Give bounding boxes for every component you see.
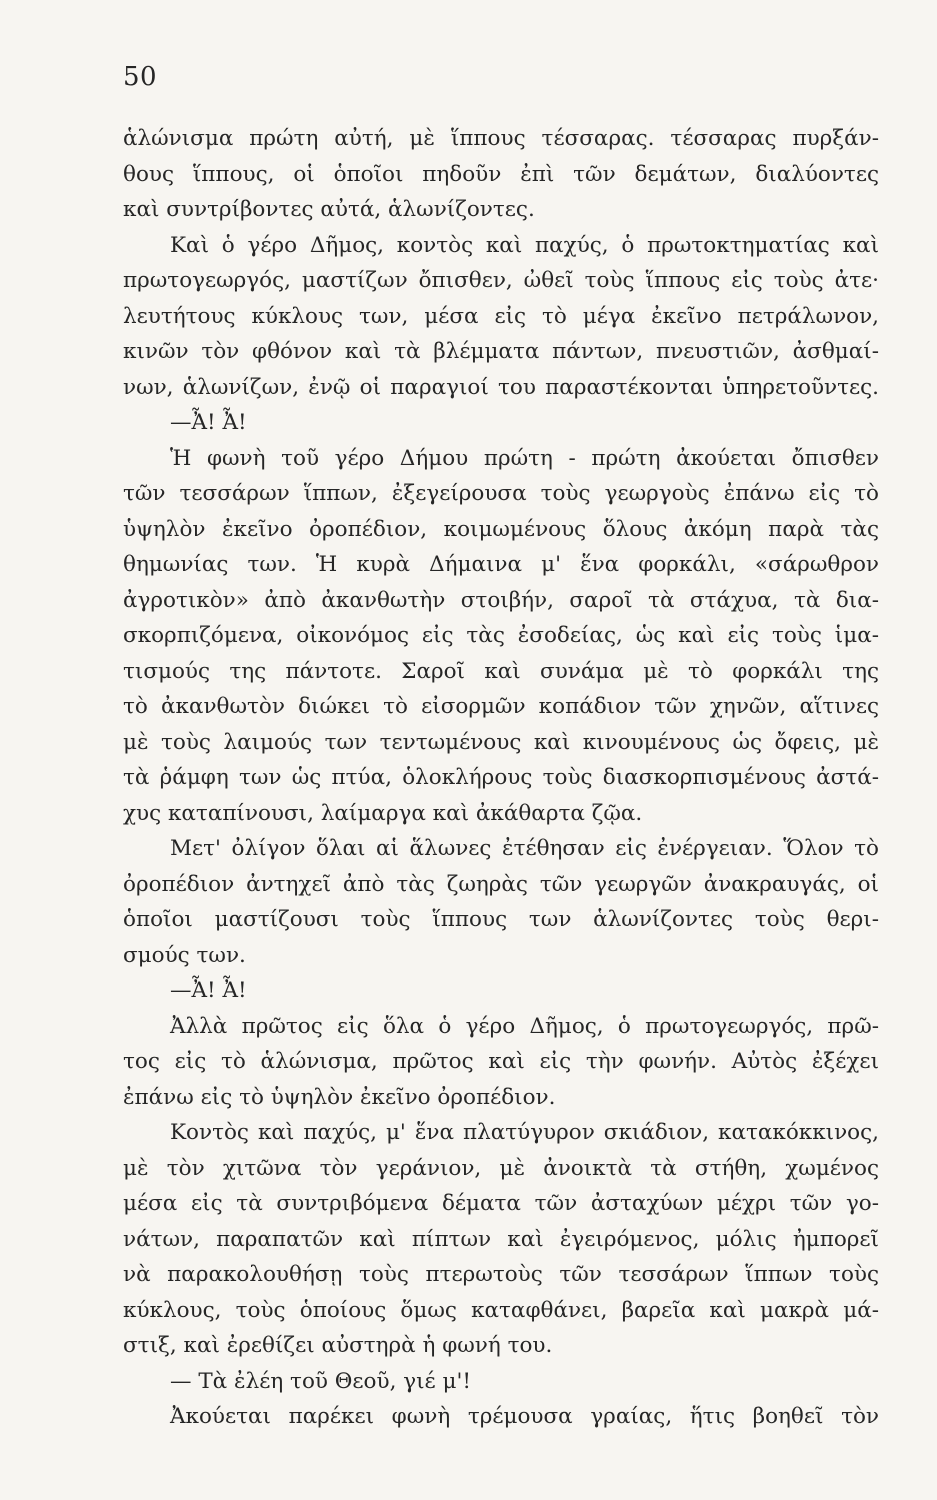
text-line: νων, ἁλωνίζων, ἐνῷ οἱ παραγιοί του παραστέκονται ὑπηρετοῦντες. xyxy=(123,374,879,400)
text-line: τος εἰς τὸ ἁλώνισμα, πρῶτος καὶ εἰς τὴν φωνήν. Αὐτὸς ἐξέχει xyxy=(123,1049,879,1074)
text-line: ὑψηλὸν ἐκεῖνο ὀροπέδιον, κοιμωμένους ὅλους ἀκόμη παρὰ τὰς xyxy=(123,516,879,542)
text-line: πρωτογεωργός, μαστίζων ὄπισθεν, ὠθεῖ τοὺς ἵππους εἰς τοὺς ἀτε· xyxy=(123,268,879,293)
text-line: ὀροπέδιον ἀντηχεῖ ἀπὸ τὰς ζωηρὰς τῶν γεωργῶν ἀνακραυγάς, οἱ xyxy=(123,871,879,897)
text-line: Ἡ φωνὴ τοῦ γέρο Δήμου πρώτη - πρώτη ἀκούεται ὄπισθεν xyxy=(170,445,879,471)
text-line: —Ἆ! Ἆ! xyxy=(170,978,247,1003)
text-line: νὰ παρακολουθήσῃ τοὺς πτερωτοὺς τῶν τεσσάρων ἵππων τοὺς xyxy=(123,1262,879,1287)
text-line: — Τὰ ἐλέη τοῦ Θεοῦ, γιέ μ'! xyxy=(170,1368,472,1394)
text-line: σκορπιζόμενα, οἰκονόμος εἰς τὰς ἐσοδείας, ὡς καὶ εἰς τοὺς ἱμα- xyxy=(123,623,879,648)
text-line: τισμούς της πάντοτε. Σαροῖ καὶ συνάμα μὲ τὸ φορκάλι της xyxy=(123,658,879,684)
text-line: Ἀκούεται παρέκει φωνὴ τρέμουσα γραίας, ἥτις βοηθεῖ τὸν xyxy=(170,1404,879,1429)
text-line: μέσα εἰς τὰ συντριβόμενα δέματα τῶν ἀσταχύων μέχρι τῶν γο- xyxy=(123,1191,879,1216)
text-line: κινῶν τὸν φθόνον καὶ τὰ βλέμματα πάντων, πνευστιῶν, ἀσθμαί- xyxy=(123,339,879,364)
text-line: Κοντὸς καὶ παχύς, μ' ἕνα πλατύγυρον σκιάδιον, κατακόκκινος, xyxy=(170,1120,879,1145)
text-line: —Ἆ! Ἆ! xyxy=(170,410,247,435)
text-line: ὁποῖοι μαστίζουσι τοὺς ἵππους των ἁλωνίζοντες τοὺς θερι- xyxy=(123,907,879,932)
text-line: Ἀλλὰ πρῶτος εἰς ὅλα ὁ γέρο Δῆμος, ὁ πρωτογεωργός, πρῶ- xyxy=(170,1013,879,1039)
text-line: Καὶ ὁ γέρο Δῆμος, κοντὸς καὶ παχύς, ὁ πρωτοκτηματίας καὶ xyxy=(170,232,879,258)
text-line: καὶ συντρίβοντες αὐτά, ἁλωνίζοντες. xyxy=(123,197,535,222)
text-line: κύκλους, τοὺς ὁποίους ὅμως καταφθάνει, βαρεῖα καὶ μακρὰ μά- xyxy=(123,1297,879,1323)
text-line: θημωνίας των. Ἡ κυρὰ Δήμαινα μ' ἕνα φορκάλι, «σάρωθρον xyxy=(123,552,879,577)
text-line: τὸ ἀκανθωτὸν διώκει τὸ εἰσορμῶν κοπάδιον τῶν χηνῶν, αἵτινες xyxy=(123,694,879,719)
text-line: ἀγροτικὸν» ἀπὸ ἀκανθωτὴν στοιβήν, σαροῖ τὰ στάχυα, τὰ δια- xyxy=(123,587,879,613)
text-line: τὰ ῥάμφη των ὡς πτύα, ὁλοκλήρους τοὺς διασκορπισμένους ἀστά- xyxy=(123,765,879,790)
page-number: 50 xyxy=(123,62,158,92)
text-line: λευτήτους κύκλους των, μέσα εἰς τὸ μέγα ἐκεῖνο πετράλωνον, xyxy=(123,303,879,329)
text-line: ἐπάνω εἰς τὸ ὑψηλὸν ἐκεῖνο ὀροπέδιον. xyxy=(123,1084,556,1110)
text-line: μὲ τὸν χιτῶνα τὸν γεράνιον, μὲ ἀνοικτὰ τὰ στήθη, χωμένος xyxy=(123,1155,879,1181)
text-line: θους ἵππους, οἱ ὁποῖοι πηδοῦν ἐπὶ τῶν δεμάτων, διαλύοντες xyxy=(123,161,879,187)
text-line: σμούς των. xyxy=(123,942,246,968)
text-line: τῶν τεσσάρων ἵππων, ἐξεγείρουσα τοὺς γεωργοὺς ἐπάνω εἰς τὸ xyxy=(123,481,879,506)
body-text xyxy=(123,121,879,1435)
text-line: στιξ, καὶ ἐρεθίζει αὐστηρὰ ἡ φωνή του. xyxy=(123,1333,553,1358)
text-line: ἁλώνισμα πρώτη αὐτή, μὲ ἵππους τέσσαρας. τέσσαρας πυρξάν- xyxy=(123,126,879,151)
text-line: μὲ τοὺς λαιμούς των τεντωμένους καὶ κινουμένους ὡς ὄφεις, μὲ xyxy=(123,729,879,755)
text-line: νάτων, παραπατῶν καὶ πίπτων καὶ ἐγειρόμενος, μόλις ἠμπορεῖ xyxy=(123,1226,879,1252)
text-line: Μετ' ὀλίγον ὅλαι αἱ ἅλωνες ἐτέθησαν εἰς ἐνέργειαν. Ὅλον τὸ xyxy=(170,836,879,861)
text-line: χυς καταπίνουσι, λαίμαργα καὶ ἀκάθαρτα ζῷα. xyxy=(123,800,643,826)
